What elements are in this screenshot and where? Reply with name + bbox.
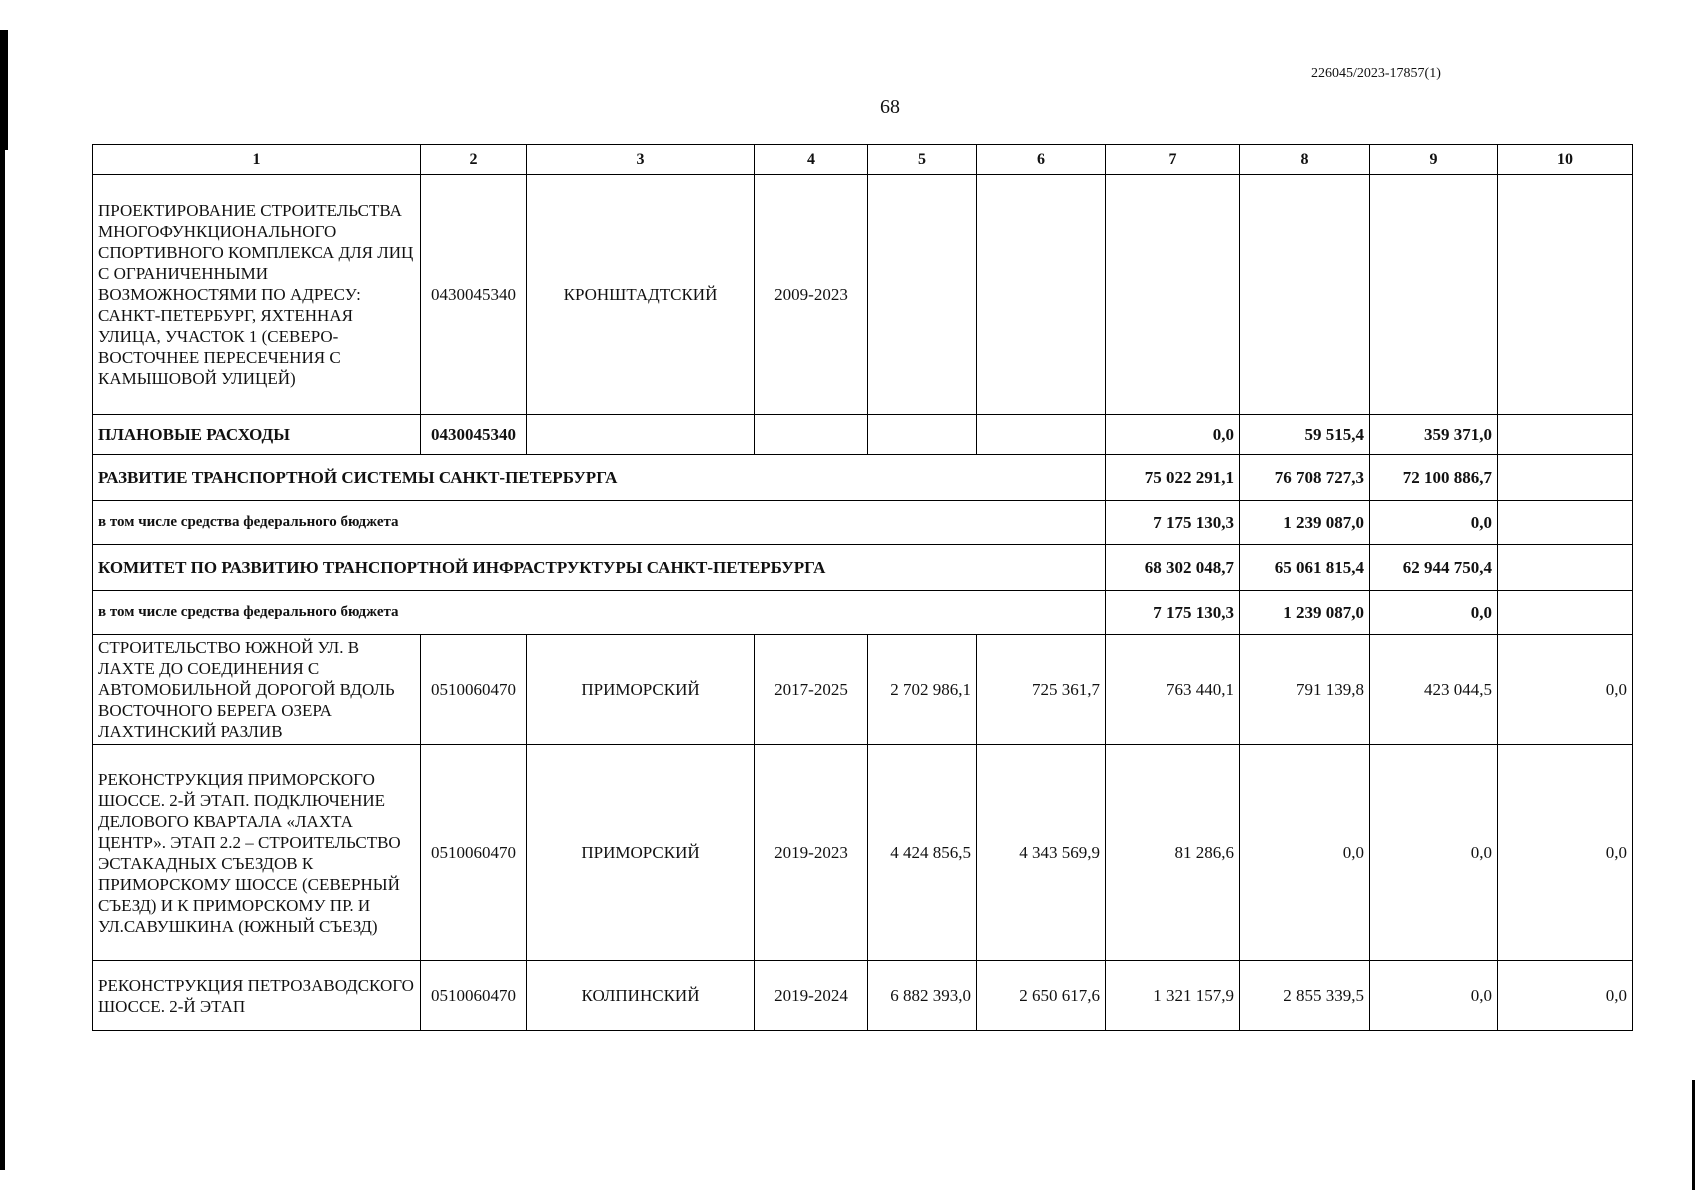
table-row: [93, 455, 1633, 501]
table-row: [93, 591, 1633, 635]
column-header: 1: [93, 145, 421, 175]
empty-cell: [977, 175, 1106, 415]
scan-edge-left: [0, 30, 5, 1170]
period-cell: 2019-2024: [755, 961, 868, 1031]
period-cell: 2017-2025: [755, 635, 868, 745]
district-cell: КОЛПИНСКИЙ: [527, 961, 755, 1031]
value-col10: 0,0: [1498, 961, 1633, 1031]
value-col8: 76 708 727,3: [1240, 455, 1370, 501]
federal-budget-label: в том числе средства федерального бюджета: [93, 501, 1106, 545]
scan-edge-left-mark: [5, 30, 8, 150]
value-col10: 0,0: [1498, 745, 1633, 961]
value-col8: 1 239 087,0: [1240, 591, 1370, 635]
value-col9: 62 944 750,4: [1370, 545, 1498, 591]
value-col8: 59 515,4: [1240, 415, 1370, 455]
empty-cell: [1498, 591, 1633, 635]
value-col7: 68 302 048,7: [1106, 545, 1240, 591]
value-col6: 4 343 569,9: [977, 745, 1106, 961]
column-header: 7: [1106, 145, 1240, 175]
table-row: [93, 961, 1633, 1031]
column-header: 10: [1498, 145, 1633, 175]
value-col8: 0,0: [1240, 745, 1370, 961]
table-row: [93, 415, 1633, 455]
empty-cell: [1498, 501, 1633, 545]
project-name-cell: РЕКОНСТРУКЦИЯ ПЕТРОЗАВОДСКОГО ШОССЕ. 2-Й ЭТАП: [93, 961, 421, 1031]
budget-code-cell: 0510060470: [421, 745, 527, 961]
project-name-cell: ПРОЕКТИРОВАНИЕ СТРОИТЕЛЬСТВА МНОГОФУНКЦИОНАЛЬНОГО СПОРТИВНОГО КОМПЛЕКСА ДЛЯ ЛИЦ С ОГРАНИЧЕННЫМИ ВОЗМОЖНОСТЯМИ ПО АДРЕСУ: САНКТ-ПЕТЕРБУРГ, ЯХТЕННАЯ УЛИЦА, УЧАСТОК 1 (СЕВЕРО-ВОСТОЧНЕЕ ПЕРЕСЕЧЕНИЯ С КАМЫШОВОЙ УЛИЦЕЙ): [93, 175, 421, 415]
value-col6: 2 650 617,6: [977, 961, 1106, 1031]
column-header: 5: [868, 145, 977, 175]
section-title-committee: КОМИТЕТ ПО РАЗВИТИЮ ТРАНСПОРТНОЙ ИНФРАСТРУКТУРЫ САНКТ-ПЕТЕРБУРГА: [93, 545, 1106, 591]
value-col9: 359 371,0: [1370, 415, 1498, 455]
planned-expenses-label: ПЛАНОВЫЕ РАСХОДЫ: [93, 415, 421, 455]
district-cell: КРОНШТАДТСКИЙ: [527, 175, 755, 415]
value-col7: 75 022 291,1: [1106, 455, 1240, 501]
budget-code-cell: 0430045340: [421, 175, 527, 415]
budget-table: [92, 144, 1633, 1031]
column-header: 2: [421, 145, 527, 175]
empty-cell: [527, 415, 755, 455]
table-row: [93, 175, 1633, 415]
value-col7: 763 440,1: [1106, 635, 1240, 745]
project-name-cell: СТРОИТЕЛЬСТВО ЮЖНОЙ УЛ. В ЛАХТЕ ДО СОЕДИНЕНИЯ С АВТОМОБИЛЬНОЙ ДОРОГОЙ ВДОЛЬ ВОСТОЧНОГО БЕРЕГА ОЗЕРА ЛАХТИНСКИЙ РАЗЛИВ: [93, 635, 421, 745]
value-col8: 1 239 087,0: [1240, 501, 1370, 545]
column-header: 3: [527, 145, 755, 175]
empty-cell: [868, 175, 977, 415]
district-cell: ПРИМОРСКИЙ: [527, 745, 755, 961]
empty-cell: [977, 415, 1106, 455]
value-col8: 791 139,8: [1240, 635, 1370, 745]
column-header: 8: [1240, 145, 1370, 175]
value-col9: 0,0: [1370, 501, 1498, 545]
empty-cell: [755, 415, 868, 455]
empty-cell: [1240, 175, 1370, 415]
empty-cell: [1498, 455, 1633, 501]
page-number: 68: [880, 96, 900, 118]
value-col9: 423 044,5: [1370, 635, 1498, 745]
table-row: [93, 545, 1633, 591]
period-cell: 2019-2023: [755, 745, 868, 961]
value-col6: 725 361,7: [977, 635, 1106, 745]
budget-code-cell: 0510060470: [421, 961, 527, 1031]
value-col7: 81 286,6: [1106, 745, 1240, 961]
value-col7: 7 175 130,3: [1106, 501, 1240, 545]
value-col8: 2 855 339,5: [1240, 961, 1370, 1031]
value-col5: 6 882 393,0: [868, 961, 977, 1031]
value-col9: 0,0: [1370, 745, 1498, 961]
table-row: [93, 745, 1633, 961]
empty-cell: [1370, 175, 1498, 415]
value-col9: 0,0: [1370, 591, 1498, 635]
federal-budget-label: в том числе средства федерального бюджета: [93, 591, 1106, 635]
budget-code-cell: 0430045340: [421, 415, 527, 455]
value-col10: 0,0: [1498, 635, 1633, 745]
value-col8: 65 061 815,4: [1240, 545, 1370, 591]
empty-cell: [1498, 545, 1633, 591]
section-title-transport: РАЗВИТИЕ ТРАНСПОРТНОЙ СИСТЕМЫ САНКТ-ПЕТЕРБУРГА: [93, 455, 1106, 501]
budget-code-cell: 0510060470: [421, 635, 527, 745]
value-col7: 7 175 130,3: [1106, 591, 1240, 635]
table-header-row: [93, 145, 1633, 175]
value-col5: 4 424 856,5: [868, 745, 977, 961]
empty-cell: [1106, 175, 1240, 415]
column-header: 9: [1370, 145, 1498, 175]
empty-cell: [1498, 415, 1633, 455]
value-col9: 0,0: [1370, 961, 1498, 1031]
column-header: 4: [755, 145, 868, 175]
project-name-cell: РЕКОНСТРУКЦИЯ ПРИМОРСКОГО ШОССЕ. 2-Й ЭТАП. ПОДКЛЮЧЕНИЕ ДЕЛОВОГО КВАРТАЛА «ЛАХТА ЦЕНТР». ЭТАП 2.2 – СТРОИТЕЛЬСТВО ЭСТАКАДНЫХ СЪЕЗДОВ К ПРИМОРСКОМУ ШОССЕ (СЕВЕРНЫЙ СЪЕЗД) И К ПРИМОРСКОМУ ПР. И УЛ.САВУШКИНА (ЮЖНЫЙ СЪЕЗД): [93, 745, 421, 961]
empty-cell: [1498, 175, 1633, 415]
value-col9: 72 100 886,7: [1370, 455, 1498, 501]
table-row: [93, 635, 1633, 745]
district-cell: ПРИМОРСКИЙ: [527, 635, 755, 745]
period-cell: 2009-2023: [755, 175, 868, 415]
value-col7: 1 321 157,9: [1106, 961, 1240, 1031]
column-header: 6: [977, 145, 1106, 175]
table-row: [93, 501, 1633, 545]
value-col7: 0,0: [1106, 415, 1240, 455]
empty-cell: [868, 415, 977, 455]
value-col5: 2 702 986,1: [868, 635, 977, 745]
document-number: 226045/2023-17857(1): [1311, 66, 1441, 81]
